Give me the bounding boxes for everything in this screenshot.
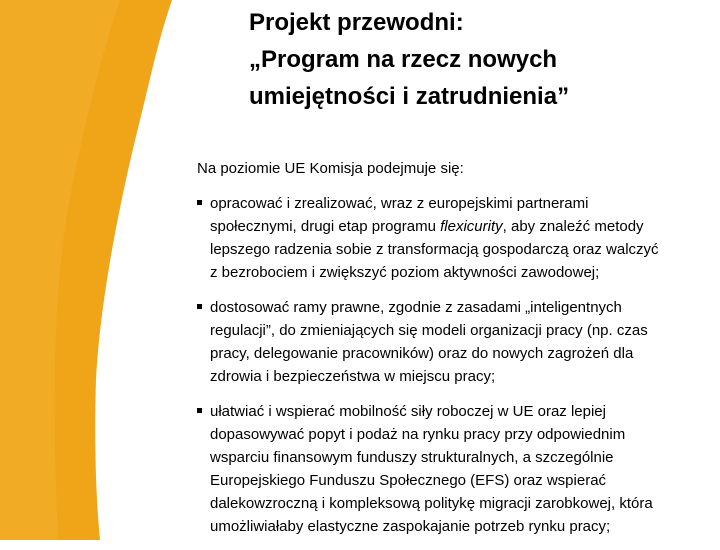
bullet-line-text: , aby znaleźć metody [502, 218, 644, 235]
italic-term: flexicurity [440, 218, 503, 235]
bullet-line: ułatwiać i wspierać mobilność siły roboczej w UE oraz lepiej [210, 403, 606, 420]
bullet-marker [197, 304, 202, 309]
bullet-marker [197, 200, 202, 205]
slide-content [197, 157, 697, 550]
bullet-line-text: społecznymi, drugi etap programu [210, 218, 441, 235]
bullet-item [197, 400, 697, 538]
bullet-line: dalekowzroczną i kompleksową politykę migracji zarobkowej, która [210, 495, 653, 512]
bullet-line: dostosować ramy prawne, zgodnie z zasadami „inteligentnych [210, 299, 622, 316]
title-line-3: umiejętności i zatrudnienia” [249, 83, 570, 110]
bullet-line: regulacji”, do zmieniających się modeli organizacji pracy (np. czas [210, 322, 648, 339]
bullet-line: opracować i zrealizować, wraz z europejskimi partnerami [210, 195, 589, 212]
bullet-line: pracy, delegowanie pracowników) oraz do nowych zagrożeń dla [210, 345, 634, 362]
bullet-item [197, 192, 697, 284]
bullet-line [210, 215, 697, 238]
bullet-line: lepszego radzenia sobie z transformacją gospodarczą oraz walczyć [210, 241, 659, 258]
bullet-line: zdrowia i bezpieczeństwa w miejscu pracy; [210, 368, 496, 385]
bullet-line: z bezrobociem i zwiększyć poziom aktywności zawodowej; [210, 264, 600, 281]
bullet-item [197, 296, 697, 388]
title-line-2: „Program na rzecz nowych [249, 46, 558, 73]
bullet-line: wsparciu finansowym funduszy strukturalnych, a szczególnie [210, 449, 614, 466]
orange-swoosh-decoration [0, 0, 200, 540]
slide-title [249, 4, 709, 115]
title-line-1: Projekt przewodni: [249, 9, 464, 36]
bullet-line: umożliwiałaby elastyczne zaspokajanie potrzeb rynku pracy; [210, 518, 611, 535]
intro-text: Na poziomie UE Komisja podejmuje się: [197, 160, 464, 177]
bullet-marker [197, 408, 202, 413]
bullet-line: Europejskiego Funduszu Społecznego (EFS) oraz wspierać [210, 472, 607, 489]
bullet-line: dopasowywać popyt i podaż na rynku pracy przy odpowiednim [210, 426, 626, 443]
